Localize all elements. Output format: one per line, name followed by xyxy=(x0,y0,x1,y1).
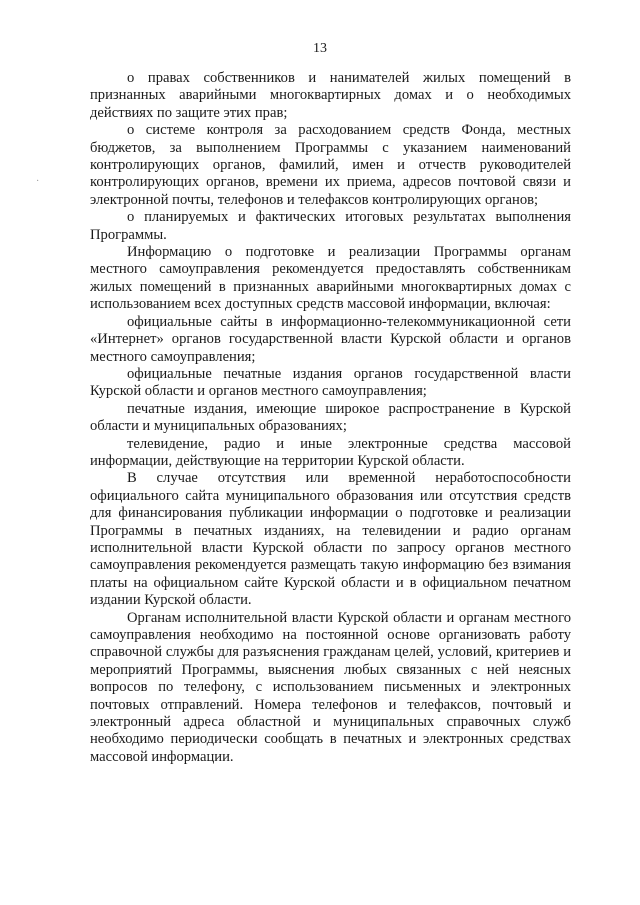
paragraph-absence-of-site: В случае отсутствия или временной неработоспособности официального сайта муниципального образования или отсутствия средств для финансирования публикации информации о подготовке и реализации Программы в печатных изданиях, на телевидении и радио органам исполнительной власти Курской области по запросу органов местного самоуправления рекомендуется размещать такую информацию без взимания платы на официальном сайте Курской области и в официальном печатном издании Курской области. xyxy=(90,470,571,609)
paragraph-planned-results: о планируемых и фактических итоговых результатах выполнения Программы. xyxy=(90,209,571,243)
margin-mark: · xyxy=(36,176,40,187)
paragraph-official-print: официальные печатные издания органов государственной власти Курской области и органов местного самоуправления; xyxy=(90,365,571,400)
paragraph-owner-rights: о правах собственников и нанимателей жилых помещений в признанных аварийными многоквартирных домах и о необходимых действиях по защите этих прав; xyxy=(90,70,571,121)
document-body xyxy=(90,70,571,766)
paragraph-print-media: печатные издания, имеющие широкое распространение в Курской области и муниципальных образованиях; xyxy=(90,400,571,435)
paragraph-control-system: о системе контроля за расходованием средств Фонда, местных бюджетов, за выполнением Программы с указанием наименований контролирующих органов, фамилий, имен и отчеств руководителей контролирующих органов, времени их приема, адресов почтовой связи и электронной почты, телефонов и телефаксов контролирующих органов; xyxy=(90,122,571,208)
paragraph-help-service: Органам исполнительной власти Курской области и органам местного самоуправления необходимо на постоянной основе организовать работу справочной службы для разъяснения гражданам целей, условий, критериев и мероприятий Программы, выяснения любых связанных с ней неясных вопросов по телефону, с использованием письменных и электронных почтовых отправлений. Номера телефонов и телефаксов, почтовый и электронный адреса областной и муниципальных справочных служб необходимо периодически сообщать в печатных и электронных средствах массовой информации. xyxy=(90,609,571,765)
paragraph-electronic-media: телевидение, радио и иные электронные средства массовой информации, действующие на территории Курской области. xyxy=(90,435,571,469)
page-number: 13 xyxy=(313,41,327,56)
paragraph-official-sites: официальные сайты в информационно-телекоммуникационной сети «Интернет» органов государственной власти Курской области и органов местного самоуправления; xyxy=(90,313,571,365)
paragraph-information-provision: Информацию о подготовке и реализации Программы органам местного самоуправления рекомендуется предоставлять собственникам жилых помещений в признанных аварийными многоквартирных домах с использованием всех доступных средств массовой информации, включая: xyxy=(90,244,571,313)
